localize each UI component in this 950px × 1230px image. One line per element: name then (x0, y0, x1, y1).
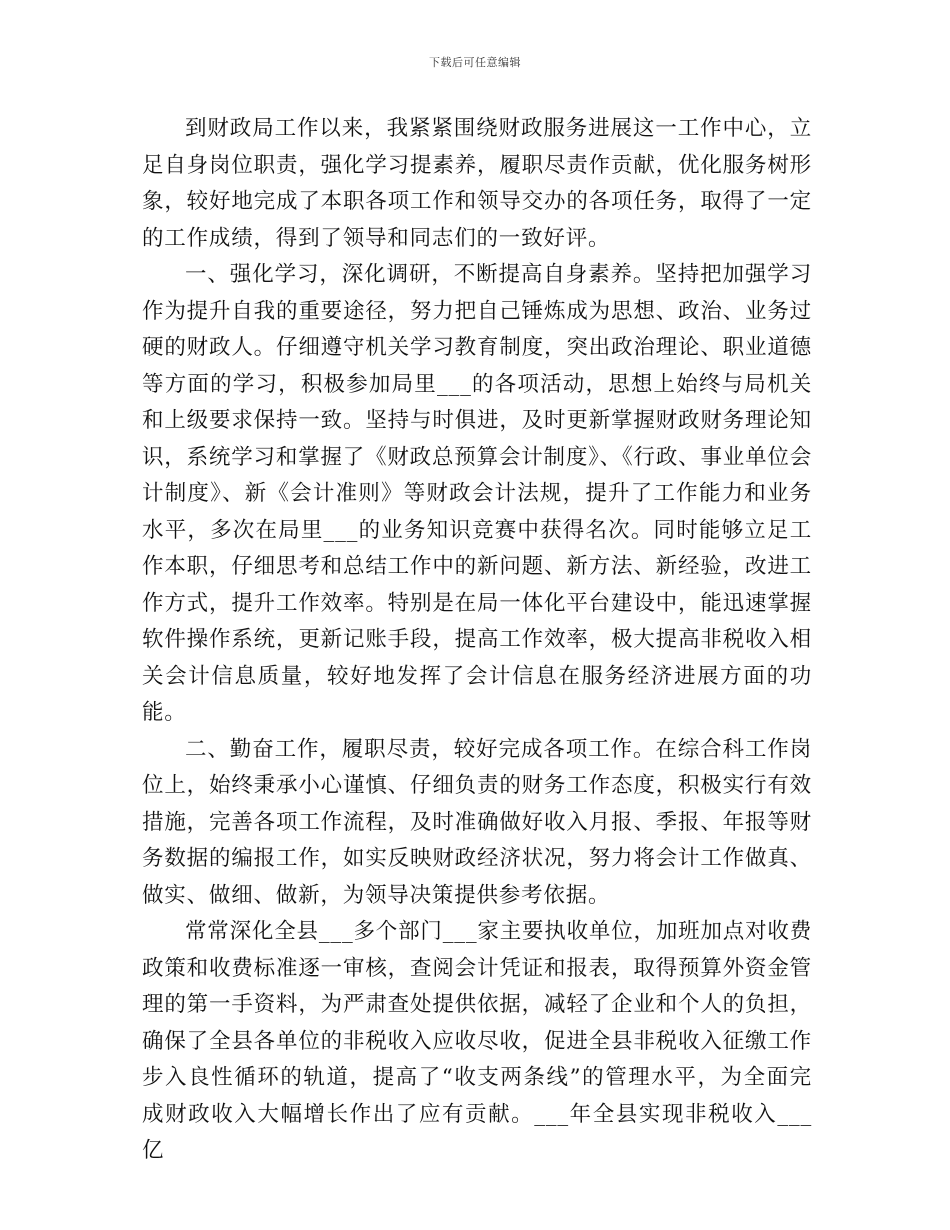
paragraph-intro: 到财政局工作以来，我紧紧围绕财政服务进展这一工作中心，立足自身岗位职责，强化学习提素养，履职尽责作贡献，优化服务树形象，较好地完成了本职各项工作和领导交办的各项任务，取得了一定的工作成绩，得到了领导和同志们的一致好评。 (142, 116, 812, 251)
paragraph-section-1: 一、强化学习，深化调研，不断提高自身素养。坚持把加强学习作为提升自我的重要途径，努力把自己锤炼成为思想、政治、业务过硬的财政人。仔细遵守机关学习教育制度，突出政治理论、职业道德等方面的学习，积极参加局里___的各项活动，思想上始终与局机关和上级要求保持一致。坚持与时俱进，及时更新掌握财政财务理论知识，系统学习和掌握了《财政总预算会计制度》、《行政、事业单位会计制度》、新《会计准则》等财政会计法规，提升了工作能力和业务水平，多次在局里___的业务知识竞赛中获得名次。同时能够立足工作本职，仔细思考和总结工作中的新问题、新方法、新经验，改进工作方式，提升工作效率。特别是在局一体化平台建设中，能迅速掌握软件操作系统，更新记账手段，提高工作效率，极大提高非税收入相关会计信息质量，较好地发挥了会计信息在服务经济进展方面的功能。 (142, 262, 812, 725)
page-header: 下载后可任意编辑 (429, 56, 521, 69)
paragraph-section-2-continued: 常常深化全县___多个部门___家主要执收单位，加班加点对收费政策和收费标准逐一审核，查阅会计凭证和报表，取得预算外资金管理的第一手资料，为严肃查处提供依据，减轻了企业和个人的负担，确保了全县各单位的非税收入应收尽收，促进全县非税收入征缴工作步入良性循环的轨道，提高了“收支两条线”的管理水平，为全面完成财政收入大幅增长作出了应有贡献。___年全县实现非税收入___亿 (142, 919, 812, 1163)
paragraph-section-2: 二、勤奋工作，履职尽责，较好完成各项工作。在综合科工作岗位上，始终秉承小心谨慎、仔细负责的财务工作态度，积极实行有效措施，完善各项工作流程，及时准确做好收入月报、季报、年报等财务数据的编报工作，如实反映财政经济状况，努力将会计工作做真、做实、做细、做新，为领导决策提供参考依据。 (142, 736, 812, 908)
document-body (142, 111, 812, 1170)
